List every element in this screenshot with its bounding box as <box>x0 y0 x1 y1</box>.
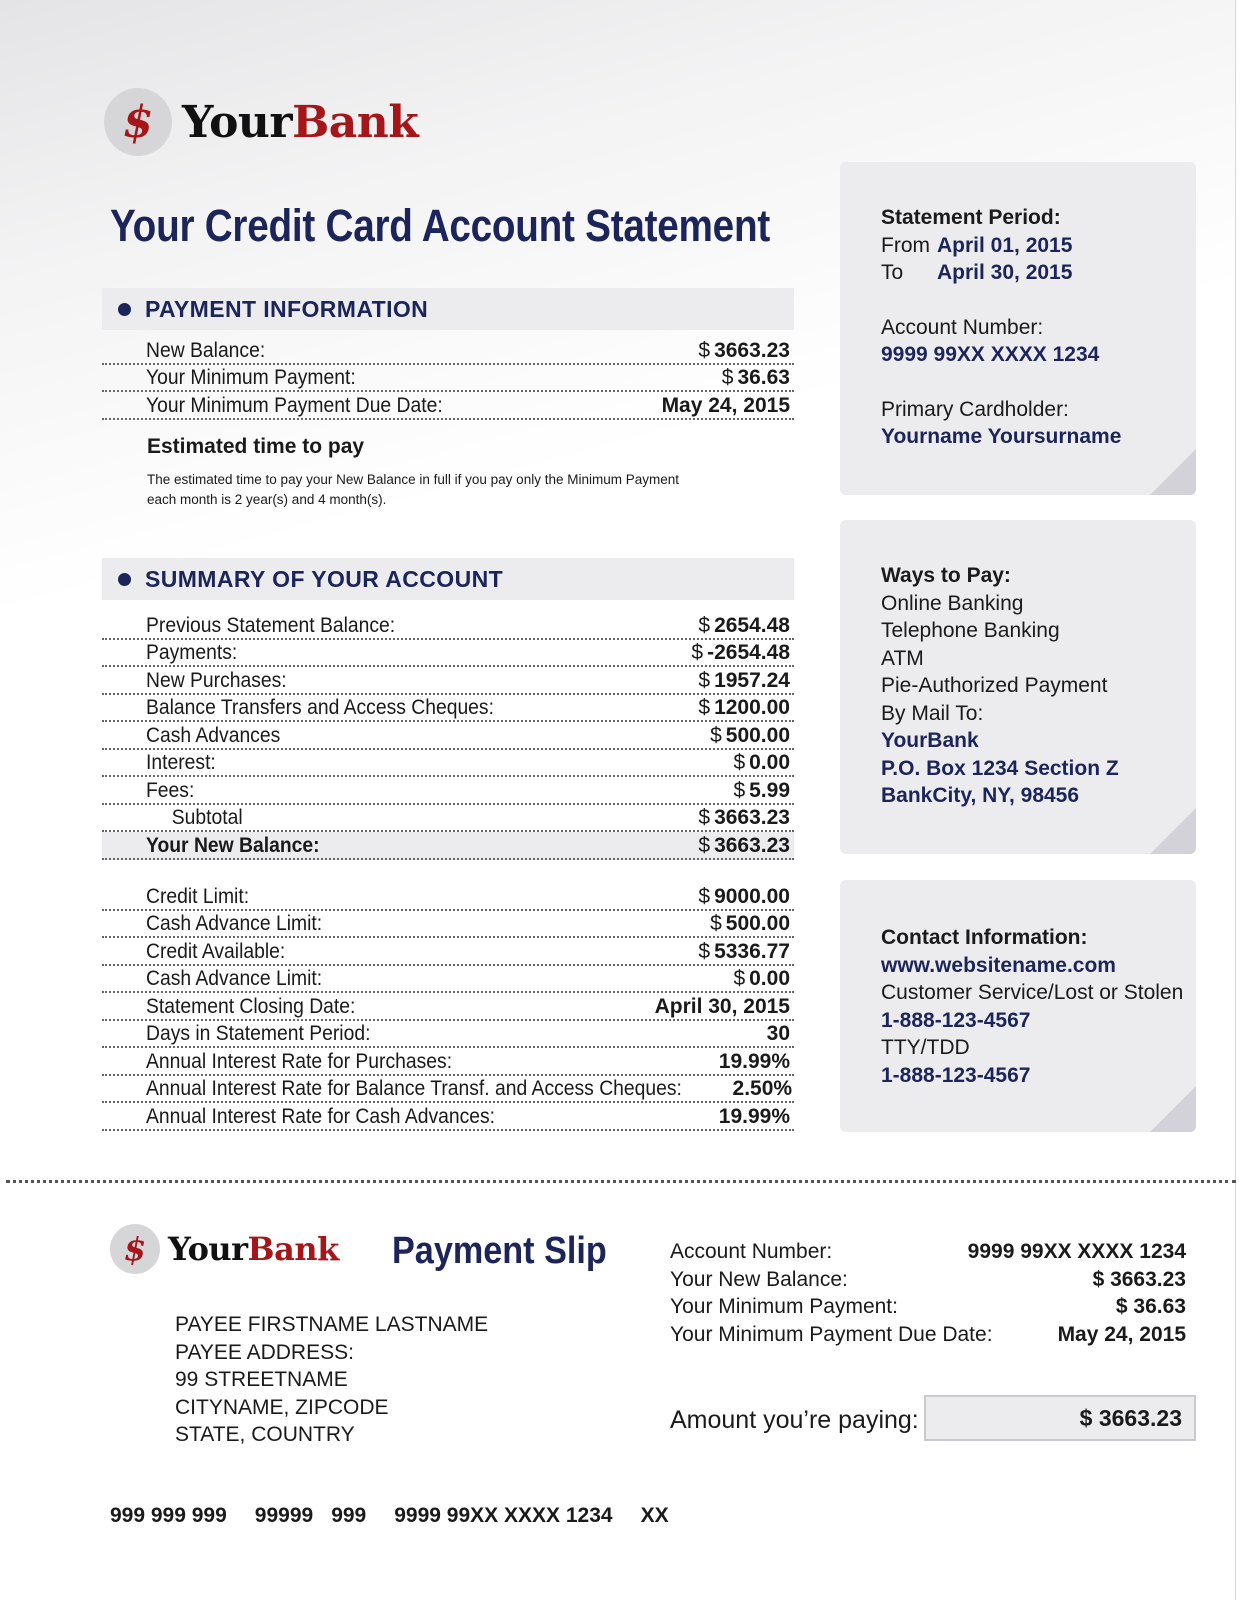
payment-info-header <box>102 288 794 330</box>
slip-title: Payment Slip <box>392 1230 607 1272</box>
payee-address: PAYEE FIRSTNAME LASTNAME PAYEE ADDRESS: 99 STREETNAME CITYNAME, ZIPCODE STATE, COUNTRY <box>175 1313 489 1446</box>
table-row: Balance Transfers and Access Cheques: $ 1200.00 <box>102 695 794 723</box>
table-row: Your Minimum Payment: $ 36.63 <box>670 1295 1186 1318</box>
list-item: Pie-Authorized Payment <box>881 674 1108 697</box>
table-row: Cash Advances $ 500.00 <box>102 722 794 750</box>
page-edge <box>1235 0 1248 1600</box>
table-row: Your Minimum Payment: $ 36.63 <box>102 365 794 393</box>
period-to: April 30, 2015 <box>937 261 1073 284</box>
bullet-icon <box>118 573 131 586</box>
table-row: Annual Interest Rate for Purchases: 19.99% <box>102 1048 794 1076</box>
limits-rows <box>102 883 794 1131</box>
tty-phone: 1-888-123-4567 <box>881 1063 1031 1087</box>
list-item: Online Banking <box>881 591 1024 615</box>
service-phone: 1-888-123-4567 <box>881 1008 1031 1032</box>
micr-line: 999 999 999 99999 999 9999 99XX XXXX 1234 XX <box>110 1504 669 1527</box>
table-row: Days in Statement Period: 30 <box>102 1021 794 1049</box>
dollar-icon: $ <box>104 88 172 156</box>
mail-address-line: YourBank <box>881 729 979 752</box>
table-row: Cash Advance Limit: $ 0.00 <box>102 966 794 994</box>
section-title: PAYMENT INFORMATION <box>145 295 429 322</box>
cardholder-name: Yourname Yoursurname <box>881 425 1122 448</box>
new-balance-row: Your New Balance: $ 3663.23 <box>102 832 794 860</box>
page-fold-icon <box>1150 449 1196 495</box>
table-row: Annual Interest Rate for Cash Advances: 19.99% <box>102 1103 794 1131</box>
table-row: Credit Available: $ 5336.77 <box>102 938 794 966</box>
estimate-text: The estimated time to pay your New Balance in full if you pay only the Minimum Payment each month is 2 year(s) and 4 month(s). <box>147 472 679 507</box>
page-fold-icon <box>1150 808 1196 854</box>
ways-to-pay-panel <box>840 520 1196 854</box>
subtotal-row: Subtotal $ 3663.23 <box>102 805 794 833</box>
bank-wordmark: YourBank <box>182 96 419 148</box>
page-title: Your Credit Card Account Statement <box>110 200 770 251</box>
panel-heading: Contact Information: <box>881 926 1088 949</box>
slip-bank-logo <box>110 1224 339 1274</box>
table-row: New Balance: $ 3663.23 <box>102 337 794 365</box>
statement-period-panel: Statement Period: From April 01, 2015 To April 30, 2015 Account Number: 9999 99XX XXXX 1234 Primary Cardholder: Yourname Yoursurname <box>840 162 1196 495</box>
table-row: Your New Balance: $ 3663.23 <box>670 1267 1186 1291</box>
estimate-heading: Estimated time to pay <box>147 435 365 458</box>
tear-off-line <box>6 1180 1236 1183</box>
table-row: Credit Limit: $ 9000.00 <box>102 883 794 911</box>
page-fold-icon <box>1150 1086 1196 1132</box>
list-item: By Mail To: <box>881 701 984 725</box>
panel-heading: Statement Period: <box>881 206 1061 229</box>
mail-address-line: P.O. Box 1234 Section Z <box>881 756 1119 780</box>
dollar-icon: $ <box>110 1224 160 1274</box>
table-row: Fees: $ 5.99 <box>102 777 794 805</box>
bank-wordmark: YourBank <box>168 1230 339 1268</box>
table-row: Your Minimum Payment Due Date: May 24, 2015 <box>670 1322 1186 1346</box>
table-row: Account Number: 9999 99XX XXXX 1234 <box>670 1240 1186 1263</box>
summary-header <box>102 558 794 600</box>
period-from: April 01, 2015 <box>937 233 1073 257</box>
list-item: Telephone Banking <box>881 619 1060 642</box>
table-row: Interest: $ 0.00 <box>102 750 794 778</box>
amount-label: Amount you’re paying: <box>670 1406 919 1434</box>
summary-rows <box>102 612 794 860</box>
table-row: Payments: $ -2654.48 <box>102 640 794 668</box>
table-row: New Purchases: $ 1957.24 <box>102 667 794 695</box>
panel-heading: Ways to Pay: <box>881 564 1011 587</box>
account-number: 9999 99XX XXXX 1234 <box>881 343 1100 366</box>
bank-logo <box>104 88 418 156</box>
contact-panel: Contact Information: www.websitename.com Customer Service/Lost or Stolen 1-888-123-4567 TTY/TDD 1-888-123-4567 <box>840 880 1196 1132</box>
website-link[interactable]: www.websitename.com <box>881 953 1116 977</box>
mail-address-line: BankCity, NY, 98456 <box>881 784 1080 807</box>
table-row: Previous Statement Balance: $ 2654.48 <box>102 612 794 640</box>
slip-summary <box>670 1238 1186 1348</box>
table-row: Your Minimum Payment Due Date: May 24, 2015 <box>102 392 794 420</box>
payment-info-rows <box>102 337 794 420</box>
table-row: Annual Interest Rate for Balance Transf. and Access Cheques: 2.50% <box>102 1076 794 1104</box>
table-row: Statement Closing Date: April 30, 2015 <box>102 993 794 1021</box>
bullet-icon <box>118 303 131 316</box>
amount-paying-field[interactable]: $ 3663.23 <box>924 1395 1196 1441</box>
section-title: SUMMARY OF YOUR ACCOUNT <box>145 565 504 592</box>
list-item: ATM <box>881 646 924 670</box>
table-row: Cash Advance Limit: $ 500.00 <box>102 911 794 939</box>
